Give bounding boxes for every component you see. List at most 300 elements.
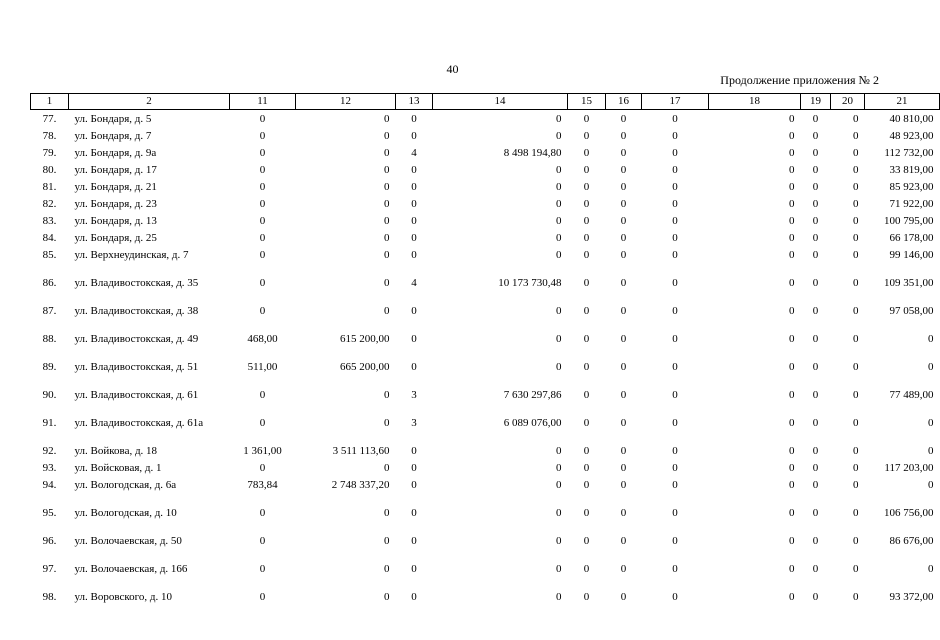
value-cell: 0 bbox=[259, 462, 266, 474]
value-cell: 0 bbox=[583, 479, 590, 491]
value-cell: 0 bbox=[789, 147, 795, 159]
value-cell: 0 bbox=[812, 333, 819, 345]
value-cell: 0 bbox=[259, 249, 266, 261]
value-cell: 0 bbox=[556, 507, 562, 519]
value-cell: 0 bbox=[620, 215, 627, 227]
value-cell: 0 bbox=[672, 479, 678, 491]
row-number-cell: 92. bbox=[42, 445, 57, 457]
value-cell: 0 bbox=[384, 130, 390, 142]
row-number-cell: 96. bbox=[42, 535, 57, 547]
value-cell: 85 923,00 bbox=[889, 181, 934, 193]
value-cell: 0 bbox=[789, 333, 795, 345]
value-cell: 0 bbox=[789, 417, 795, 429]
value-cell: 0 bbox=[672, 181, 678, 193]
value-cell: 0 bbox=[556, 232, 562, 244]
value-cell: 0 bbox=[812, 361, 819, 373]
value-cell: 4 bbox=[411, 277, 417, 289]
value-cell: 0 bbox=[259, 417, 266, 429]
value-cell: 0 bbox=[556, 130, 562, 142]
value-cell: 615 200,00 bbox=[340, 333, 390, 345]
value-cell: 0 bbox=[853, 535, 859, 547]
value-cell: 0 bbox=[812, 535, 819, 547]
value-cell: 0 bbox=[583, 333, 590, 345]
address-cell: ул. Верхнеудинская, д. 7 bbox=[74, 249, 189, 261]
value-cell: 0 bbox=[672, 147, 678, 159]
value-cell: 7 630 297,86 bbox=[503, 389, 562, 401]
table-row bbox=[31, 233, 940, 250]
value-cell: 0 bbox=[556, 445, 562, 457]
value-cell: 106 756,00 bbox=[884, 507, 934, 519]
column-header: 1 bbox=[31, 94, 69, 110]
row-number-cell: 83. bbox=[42, 215, 57, 227]
value-cell: 0 bbox=[672, 164, 678, 176]
value-cell: 0 bbox=[583, 361, 590, 373]
table-row bbox=[31, 592, 940, 609]
table-row bbox=[31, 216, 940, 233]
table-row bbox=[31, 418, 940, 446]
value-cell: 100 795,00 bbox=[884, 215, 934, 227]
table-row bbox=[31, 446, 940, 463]
value-cell: 71 922,00 bbox=[889, 198, 934, 210]
table-row bbox=[31, 480, 940, 508]
table-row bbox=[31, 536, 940, 564]
table-row bbox=[31, 148, 940, 165]
value-cell: 0 bbox=[672, 445, 678, 457]
value-cell: 0 bbox=[384, 507, 390, 519]
value-cell: 0 bbox=[620, 417, 627, 429]
value-cell: 0 bbox=[556, 215, 562, 227]
value-cell: 0 bbox=[812, 198, 819, 210]
value-cell: 0 bbox=[672, 232, 678, 244]
column-header: 17 bbox=[642, 94, 709, 110]
value-cell: 0 bbox=[672, 535, 678, 547]
value-cell: 665 200,00 bbox=[340, 361, 390, 373]
table-row bbox=[31, 278, 940, 306]
value-cell: 0 bbox=[411, 361, 417, 373]
value-cell: 0 bbox=[411, 507, 417, 519]
value-cell: 0 bbox=[259, 563, 266, 575]
value-cell: 0 bbox=[411, 164, 417, 176]
value-cell: 0 bbox=[853, 591, 859, 603]
value-cell: 0 bbox=[789, 507, 795, 519]
row-number-cell: 79. bbox=[42, 147, 57, 159]
value-cell: 0 bbox=[384, 417, 390, 429]
value-cell: 0 bbox=[672, 333, 678, 345]
row-number-cell: 98. bbox=[42, 591, 57, 603]
value-cell: 0 bbox=[853, 479, 859, 491]
value-cell: 4 bbox=[411, 147, 417, 159]
value-cell: 0 bbox=[583, 277, 590, 289]
address-cell: ул. Бондаря, д. 5 bbox=[74, 113, 152, 125]
value-cell: 77 489,00 bbox=[889, 389, 934, 401]
table-row bbox=[31, 306, 940, 334]
value-cell: 6 089 076,00 bbox=[503, 417, 562, 429]
value-cell: 0 bbox=[583, 535, 590, 547]
address-cell: ул. Бондаря, д. 7 bbox=[74, 130, 152, 142]
value-cell: 0 bbox=[411, 130, 417, 142]
value-cell: 0 bbox=[812, 147, 819, 159]
value-cell: 8 498 194,80 bbox=[503, 147, 562, 159]
value-cell: 511,00 bbox=[247, 361, 278, 373]
value-cell: 0 bbox=[556, 113, 562, 125]
value-cell: 0 bbox=[672, 507, 678, 519]
value-cell: 0 bbox=[583, 462, 590, 474]
value-cell: 117 203,00 bbox=[884, 462, 934, 474]
value-cell: 3 bbox=[411, 389, 417, 401]
value-cell: 0 bbox=[853, 164, 859, 176]
value-cell: 0 bbox=[789, 249, 795, 261]
value-cell: 0 bbox=[583, 113, 590, 125]
value-cell: 0 bbox=[812, 591, 819, 603]
column-header: 19 bbox=[801, 94, 831, 110]
value-cell: 0 bbox=[789, 215, 795, 227]
value-cell: 0 bbox=[384, 249, 390, 261]
value-cell: 0 bbox=[583, 164, 590, 176]
value-cell: 0 bbox=[620, 181, 627, 193]
header-row bbox=[31, 94, 940, 110]
value-cell: 1 361,00 bbox=[243, 445, 282, 457]
value-cell: 0 bbox=[620, 113, 627, 125]
value-cell: 0 bbox=[259, 389, 266, 401]
value-cell: 0 bbox=[853, 462, 859, 474]
row-number-cell: 93. bbox=[42, 462, 57, 474]
value-cell: 0 bbox=[672, 215, 678, 227]
value-cell: 0 bbox=[583, 507, 590, 519]
column-header: 21 bbox=[865, 94, 940, 110]
value-cell: 0 bbox=[411, 113, 417, 125]
value-cell: 0 bbox=[620, 198, 627, 210]
column-header: 15 bbox=[568, 94, 606, 110]
value-cell: 0 bbox=[853, 249, 859, 261]
value-cell: 0 bbox=[812, 563, 819, 575]
address-cell: ул. Владивостокская, д. 35 bbox=[74, 277, 199, 289]
address-cell: ул. Войкова, д. 18 bbox=[74, 445, 158, 457]
value-cell: 0 bbox=[812, 479, 819, 491]
value-cell: 0 bbox=[789, 181, 795, 193]
table-row bbox=[31, 508, 940, 536]
value-cell: 0 bbox=[384, 147, 390, 159]
value-cell: 0 bbox=[384, 232, 390, 244]
value-cell: 112 732,00 bbox=[884, 147, 934, 159]
value-cell: 0 bbox=[812, 215, 819, 227]
value-cell: 0 bbox=[411, 181, 417, 193]
value-cell: 0 bbox=[583, 563, 590, 575]
address-cell: ул. Воровского, д. 10 bbox=[74, 591, 172, 603]
value-cell: 0 bbox=[259, 591, 266, 603]
value-cell: 0 bbox=[411, 232, 417, 244]
column-header: 16 bbox=[606, 94, 642, 110]
value-cell: 0 bbox=[620, 535, 627, 547]
value-cell: 0 bbox=[384, 591, 390, 603]
value-cell: 0 bbox=[384, 164, 390, 176]
value-cell: 86 676,00 bbox=[889, 535, 934, 547]
value-cell: 0 bbox=[620, 563, 627, 575]
value-cell: 0 bbox=[789, 305, 795, 317]
value-cell: 0 bbox=[620, 462, 627, 474]
value-cell: 0 bbox=[411, 305, 417, 317]
value-cell: 0 bbox=[583, 147, 590, 159]
value-cell: 0 bbox=[259, 130, 266, 142]
value-cell: 0 bbox=[620, 479, 627, 491]
value-cell: 0 bbox=[789, 361, 795, 373]
row-number-cell: 84. bbox=[42, 232, 57, 244]
value-cell: 0 bbox=[789, 277, 795, 289]
value-cell: 3 bbox=[411, 417, 417, 429]
value-cell: 0 bbox=[812, 181, 819, 193]
value-cell: 0 bbox=[583, 445, 590, 457]
value-cell: 0 bbox=[853, 445, 859, 457]
value-cell: 0 bbox=[672, 563, 678, 575]
value-cell: 66 178,00 bbox=[889, 232, 934, 244]
value-cell: 0 bbox=[556, 591, 562, 603]
value-cell: 0 bbox=[620, 333, 627, 345]
value-cell: 0 bbox=[789, 591, 795, 603]
value-cell: 0 bbox=[583, 130, 590, 142]
value-cell: 0 bbox=[620, 249, 627, 261]
row-number-cell: 87. bbox=[42, 305, 57, 317]
value-cell: 0 bbox=[812, 417, 819, 429]
value-cell: 0 bbox=[853, 563, 859, 575]
value-cell: 0 bbox=[672, 462, 678, 474]
row-number-cell: 97. bbox=[42, 563, 57, 575]
table-row bbox=[31, 131, 940, 148]
value-cell: 0 bbox=[384, 181, 390, 193]
row-number-cell: 94. bbox=[42, 479, 57, 491]
table-row bbox=[31, 362, 940, 390]
value-cell: 0 bbox=[620, 361, 627, 373]
value-cell: 0 bbox=[259, 113, 266, 125]
value-cell: 468,00 bbox=[247, 333, 278, 345]
value-cell: 109 351,00 bbox=[884, 277, 934, 289]
value-cell: 0 bbox=[556, 249, 562, 261]
table-row bbox=[31, 199, 940, 216]
value-cell: 0 bbox=[620, 164, 627, 176]
value-cell: 0 bbox=[620, 130, 627, 142]
value-cell: 0 bbox=[789, 164, 795, 176]
value-cell: 0 bbox=[384, 277, 390, 289]
value-cell: 93 372,00 bbox=[889, 591, 934, 603]
value-cell: 0 bbox=[853, 389, 859, 401]
value-cell: 0 bbox=[384, 462, 390, 474]
value-cell: 0 bbox=[853, 305, 859, 317]
value-cell: 48 923,00 bbox=[889, 130, 934, 142]
address-cell: ул. Владивостокская, д. 49 bbox=[74, 333, 199, 345]
value-cell: 0 bbox=[259, 164, 266, 176]
value-cell: 0 bbox=[620, 277, 627, 289]
value-cell: 0 bbox=[583, 198, 590, 210]
value-cell: 0 bbox=[583, 417, 590, 429]
value-cell: 33 819,00 bbox=[889, 164, 934, 176]
value-cell: 0 bbox=[384, 215, 390, 227]
value-cell: 0 bbox=[259, 198, 266, 210]
value-cell: 0 bbox=[672, 389, 678, 401]
table-row bbox=[31, 110, 940, 132]
row-number-cell: 89. bbox=[42, 361, 57, 373]
address-cell: ул. Владивостокская, д. 61а bbox=[74, 417, 204, 429]
column-header: 14 bbox=[433, 94, 568, 110]
value-cell: 0 bbox=[583, 389, 590, 401]
value-cell: 0 bbox=[411, 591, 417, 603]
value-cell: 0 bbox=[789, 389, 795, 401]
table-row bbox=[31, 463, 940, 480]
value-cell: 0 bbox=[789, 232, 795, 244]
value-cell: 10 173 730,48 bbox=[498, 277, 562, 289]
value-cell: 0 bbox=[620, 232, 627, 244]
value-cell: 0 bbox=[789, 198, 795, 210]
value-cell: 0 bbox=[853, 417, 859, 429]
value-cell: 0 bbox=[853, 181, 859, 193]
value-cell: 0 bbox=[672, 361, 678, 373]
value-cell: 0 bbox=[384, 563, 390, 575]
value-cell: 0 bbox=[812, 232, 819, 244]
value-cell: 0 bbox=[789, 130, 795, 142]
value-cell: 0 bbox=[672, 249, 678, 261]
value-cell: 0 bbox=[556, 563, 562, 575]
value-cell: 0 bbox=[411, 462, 417, 474]
value-cell: 0 bbox=[411, 445, 417, 457]
value-cell: 0 bbox=[583, 591, 590, 603]
row-number-cell: 91. bbox=[42, 417, 57, 429]
value-cell: 0 bbox=[583, 305, 590, 317]
column-header: 12 bbox=[296, 94, 396, 110]
column-header: 20 bbox=[831, 94, 865, 110]
value-cell: 0 bbox=[853, 147, 859, 159]
address-cell: ул. Владивостокская, д. 51 bbox=[74, 361, 199, 373]
value-cell: 0 bbox=[411, 333, 417, 345]
value-cell: 0 bbox=[672, 591, 678, 603]
value-cell: 0 bbox=[620, 389, 627, 401]
value-cell: 0 bbox=[411, 563, 417, 575]
address-cell: ул. Бондаря, д. 21 bbox=[74, 181, 157, 193]
value-cell: 0 bbox=[812, 389, 819, 401]
value-cell: 0 bbox=[789, 479, 795, 491]
value-cell: 0 bbox=[620, 305, 627, 317]
value-cell: 40 810,00 bbox=[889, 113, 934, 125]
address-cell: ул. Волочаевская, д. 166 bbox=[74, 563, 188, 575]
value-cell: 0 bbox=[384, 535, 390, 547]
value-cell: 0 bbox=[789, 563, 795, 575]
value-cell: 0 bbox=[672, 113, 678, 125]
value-cell: 0 bbox=[672, 198, 678, 210]
value-cell: 0 bbox=[812, 164, 819, 176]
data-table bbox=[30, 93, 940, 609]
value-cell: 0 bbox=[812, 277, 819, 289]
value-cell: 0 bbox=[384, 198, 390, 210]
table-row bbox=[31, 250, 940, 278]
value-cell: 0 bbox=[384, 305, 390, 317]
table-row bbox=[31, 564, 940, 592]
value-cell: 0 bbox=[812, 249, 819, 261]
row-number-cell: 90. bbox=[42, 389, 57, 401]
address-cell: ул. Бондаря, д. 13 bbox=[74, 215, 157, 227]
value-cell: 0 bbox=[556, 479, 562, 491]
row-number-cell: 78. bbox=[42, 130, 57, 142]
value-cell: 0 bbox=[812, 305, 819, 317]
value-cell: 0 bbox=[789, 535, 795, 547]
value-cell: 0 bbox=[853, 232, 859, 244]
value-cell: 0 bbox=[812, 462, 819, 474]
value-cell: 0 bbox=[853, 198, 859, 210]
row-number-cell: 88. bbox=[42, 333, 57, 345]
column-header: 11 bbox=[230, 94, 296, 110]
address-cell: ул. Владивостокская, д. 38 bbox=[74, 305, 199, 317]
value-cell: 0 bbox=[259, 147, 266, 159]
value-cell: 0 bbox=[259, 181, 266, 193]
value-cell: 0 bbox=[928, 417, 934, 429]
row-number-cell: 81. bbox=[42, 181, 57, 193]
value-cell: 0 bbox=[853, 215, 859, 227]
value-cell: 0 bbox=[928, 333, 934, 345]
page-number: 40 bbox=[446, 62, 459, 76]
value-cell: 0 bbox=[789, 445, 795, 457]
row-number-cell: 80. bbox=[42, 164, 57, 176]
table-row bbox=[31, 334, 940, 362]
row-number-cell: 85. bbox=[42, 249, 57, 261]
value-cell: 2 748 337,20 bbox=[331, 479, 390, 491]
value-cell: 0 bbox=[853, 333, 859, 345]
column-header: 2 bbox=[69, 94, 230, 110]
value-cell: 0 bbox=[928, 445, 934, 457]
value-cell: 0 bbox=[812, 507, 819, 519]
value-cell: 0 bbox=[853, 113, 859, 125]
value-cell: 0 bbox=[259, 277, 266, 289]
value-cell: 0 bbox=[556, 181, 562, 193]
value-cell: 0 bbox=[583, 215, 590, 227]
value-cell: 0 bbox=[556, 361, 562, 373]
value-cell: 0 bbox=[384, 113, 390, 125]
value-cell: 0 bbox=[620, 147, 627, 159]
value-cell: 0 bbox=[556, 164, 562, 176]
appendix-caption: Продолжение приложения № 2 bbox=[720, 73, 879, 87]
address-cell: ул. Вологодская, д. 6а bbox=[74, 479, 177, 491]
address-cell: ул. Бондаря, д. 9а bbox=[74, 147, 157, 159]
value-cell: 0 bbox=[259, 535, 266, 547]
value-cell: 0 bbox=[853, 277, 859, 289]
row-number-cell: 86. bbox=[42, 277, 57, 289]
value-cell: 0 bbox=[672, 305, 678, 317]
value-cell: 0 bbox=[928, 479, 934, 491]
address-cell: ул. Владивостокская, д. 61 bbox=[74, 389, 199, 401]
value-cell: 0 bbox=[672, 130, 678, 142]
value-cell: 0 bbox=[583, 181, 590, 193]
value-cell: 0 bbox=[583, 232, 590, 244]
value-cell: 0 bbox=[928, 361, 934, 373]
value-cell: 0 bbox=[672, 277, 678, 289]
address-cell: ул. Бондаря, д. 25 bbox=[74, 232, 157, 244]
value-cell: 0 bbox=[411, 249, 417, 261]
value-cell: 0 bbox=[556, 535, 562, 547]
address-cell: ул. Бондаря, д. 17 bbox=[74, 164, 157, 176]
value-cell: 0 bbox=[556, 333, 562, 345]
value-cell: 0 bbox=[853, 361, 859, 373]
value-cell: 0 bbox=[812, 130, 819, 142]
table-row bbox=[31, 165, 940, 182]
value-cell: 0 bbox=[853, 507, 859, 519]
value-cell: 97 058,00 bbox=[889, 305, 934, 317]
row-number-cell: 77. bbox=[42, 113, 57, 125]
value-cell: 0 bbox=[789, 462, 795, 474]
value-cell: 0 bbox=[620, 507, 627, 519]
value-cell: 0 bbox=[556, 462, 562, 474]
value-cell: 0 bbox=[411, 198, 417, 210]
value-cell: 0 bbox=[411, 535, 417, 547]
value-cell: 0 bbox=[812, 445, 819, 457]
value-cell: 0 bbox=[384, 389, 390, 401]
row-number-cell: 95. bbox=[42, 507, 57, 519]
table-row bbox=[31, 182, 940, 199]
address-cell: ул. Войсковая, д. 1 bbox=[74, 462, 162, 474]
column-header: 13 bbox=[396, 94, 433, 110]
